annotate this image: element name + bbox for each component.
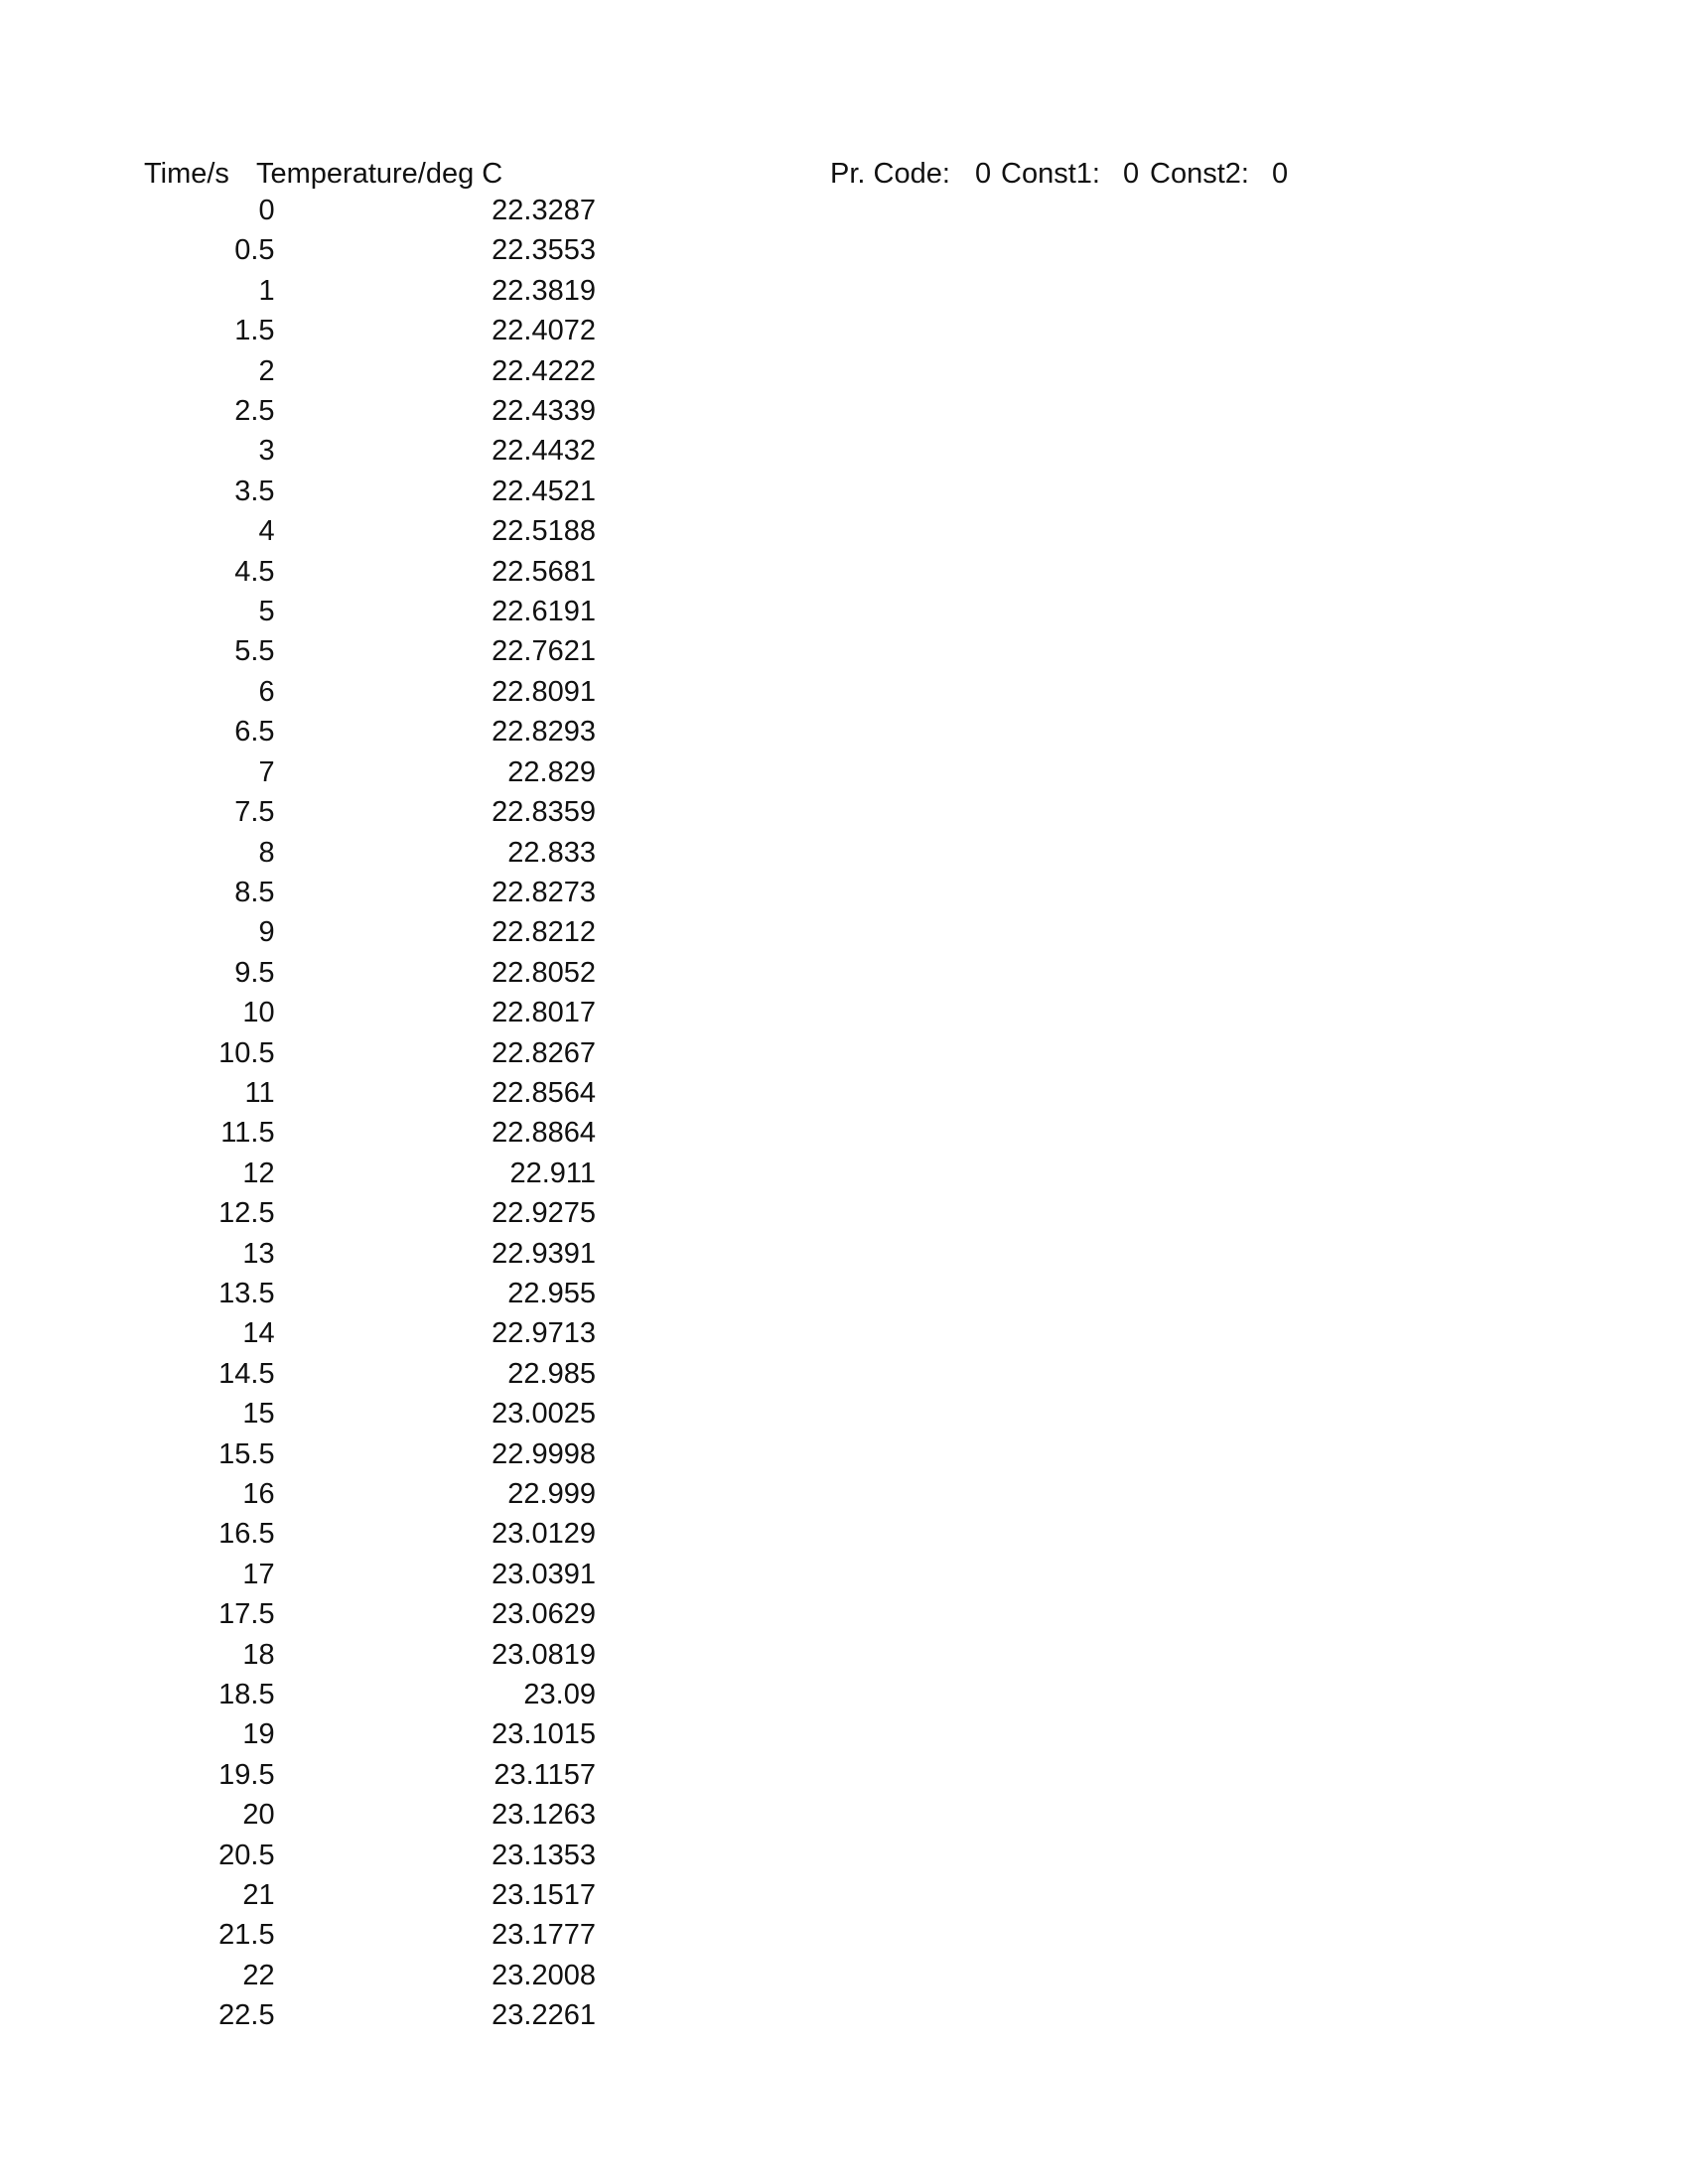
time-cell: 16 — [242, 1478, 275, 1510]
temperature-cell: 22.4222 — [492, 354, 596, 387]
temperature-cell: 22.6191 — [492, 596, 596, 628]
temperature-cell: 23.1263 — [492, 1799, 596, 1832]
table-row — [0, 752, 596, 792]
time-cell: 2.5 — [234, 395, 275, 428]
table-row — [0, 271, 596, 311]
row-margin — [0, 511, 133, 551]
table-row — [0, 1434, 596, 1474]
pr-code-label: Pr. Code: — [830, 158, 950, 190]
time-cell: 20 — [242, 1799, 275, 1832]
time-cell: 6 — [258, 675, 275, 708]
table-row — [0, 1033, 596, 1073]
temperature-cell: 22.8212 — [492, 916, 596, 949]
row-margin — [0, 1714, 133, 1754]
time-cell: 9.5 — [234, 956, 275, 989]
row-margin — [0, 1274, 133, 1313]
row-margin — [0, 1956, 133, 1995]
const2-label: Const2: — [1150, 158, 1249, 190]
temperature-cell: 23.1777 — [492, 1919, 596, 1952]
time-cell: 10.5 — [218, 1036, 275, 1069]
table-row — [0, 431, 596, 471]
time-cell: 10 — [242, 997, 275, 1029]
time-cell: 19 — [242, 1718, 275, 1751]
row-margin — [0, 1635, 133, 1675]
table-row — [0, 1755, 596, 1795]
table-row — [0, 1234, 596, 1274]
row-margin — [0, 1474, 133, 1514]
temperature-cell: 23.09 — [523, 1679, 596, 1711]
temperature-cell: 22.8052 — [492, 956, 596, 989]
time-cell: 13 — [242, 1237, 275, 1270]
table-row — [0, 391, 596, 431]
time-cell: 8.5 — [234, 876, 275, 908]
row-margin — [0, 712, 133, 751]
time-cell: 12.5 — [218, 1197, 275, 1230]
time-cell: 3.5 — [234, 475, 275, 507]
time-cell: 9 — [258, 916, 275, 949]
row-margin — [0, 792, 133, 832]
row-margin — [0, 1073, 133, 1113]
time-cell: 11.5 — [220, 1117, 275, 1150]
temperature-cell: 23.2008 — [492, 1959, 596, 1991]
table-row — [0, 1113, 596, 1153]
row-margin — [0, 552, 133, 592]
row-margin — [0, 1875, 133, 1915]
time-cell: 12 — [242, 1157, 275, 1189]
time-cell: 19.5 — [218, 1758, 275, 1791]
header-row — [0, 154, 1688, 194]
table-row — [0, 1635, 596, 1675]
table-row — [0, 472, 596, 511]
row-margin — [0, 1434, 133, 1474]
temperature-cell: 23.1157 — [493, 1758, 596, 1791]
table-row — [0, 1394, 596, 1433]
row-margin — [0, 1594, 133, 1634]
row-margin — [0, 1113, 133, 1153]
time-cell: 4.5 — [234, 555, 275, 588]
table-row — [0, 230, 596, 270]
time-cell: 21.5 — [218, 1919, 275, 1952]
table-row — [0, 1313, 596, 1353]
temperature-cell: 22.911 — [509, 1157, 596, 1189]
row-margin — [0, 1033, 133, 1073]
table-row — [0, 712, 596, 751]
const2-value: 0 — [1272, 158, 1289, 190]
table-row — [0, 1073, 596, 1113]
temperature-cell: 22.7621 — [492, 635, 596, 668]
table-row — [0, 311, 596, 350]
temperature-cell: 23.0629 — [492, 1598, 596, 1631]
table-row — [0, 511, 596, 551]
temperature-cell: 23.1353 — [492, 1839, 596, 1871]
row-margin — [0, 191, 133, 230]
temperature-cell: 23.0391 — [492, 1558, 596, 1590]
row-margin — [0, 431, 133, 471]
time-cell: 1.5 — [234, 315, 275, 347]
table-row — [0, 351, 596, 391]
temperature-cell: 22.8267 — [492, 1036, 596, 1069]
time-cell: 18.5 — [218, 1679, 275, 1711]
temperature-cell: 22.4339 — [492, 395, 596, 428]
table-row — [0, 1714, 596, 1754]
time-cell: 4 — [258, 515, 275, 548]
row-margin — [0, 592, 133, 631]
row-margin — [0, 1394, 133, 1433]
table-row — [0, 672, 596, 712]
time-cell: 20.5 — [218, 1839, 275, 1871]
temperature-cell: 23.2261 — [492, 1999, 596, 2032]
temperature-cell: 22.4521 — [492, 475, 596, 507]
time-cell: 5.5 — [234, 635, 275, 668]
table-row — [0, 1474, 596, 1514]
time-cell: 16.5 — [218, 1518, 275, 1551]
row-margin — [0, 1675, 133, 1714]
temperature-cell: 22.3553 — [492, 234, 596, 267]
time-cell: 14.5 — [218, 1357, 275, 1390]
time-cell: 2 — [258, 354, 275, 387]
temperature-cell: 22.5188 — [492, 515, 596, 548]
table-row — [0, 1274, 596, 1313]
time-cell: 7 — [258, 755, 275, 788]
table-row — [0, 631, 596, 671]
table-row — [0, 1354, 596, 1394]
table-row — [0, 1875, 596, 1915]
time-cell: 21 — [242, 1879, 275, 1912]
table-row — [0, 1675, 596, 1714]
table-body — [0, 191, 596, 2036]
pr-code-value: 0 — [975, 158, 992, 190]
row-margin — [0, 1555, 133, 1594]
row-margin — [0, 631, 133, 671]
temperature-cell: 22.9391 — [492, 1237, 596, 1270]
temperature-cell: 22.3287 — [492, 195, 596, 226]
temperature-cell: 23.0129 — [492, 1518, 596, 1551]
temperature-cell: 22.9998 — [492, 1437, 596, 1470]
temperature-cell: 22.8273 — [492, 876, 596, 908]
row-margin — [0, 230, 133, 270]
table-row — [0, 792, 596, 832]
row-margin — [0, 391, 133, 431]
row-margin — [0, 1755, 133, 1795]
row-margin — [0, 912, 133, 952]
temperature-cell: 23.1517 — [492, 1879, 596, 1912]
const1-label: Const1: — [1001, 158, 1100, 190]
row-margin — [0, 351, 133, 391]
row-margin — [0, 311, 133, 350]
temperature-cell: 22.3819 — [492, 274, 596, 307]
time-cell: 14 — [242, 1317, 275, 1350]
table-row — [0, 873, 596, 912]
row-margin — [0, 752, 133, 792]
row-margin — [0, 1154, 133, 1193]
table-row — [0, 191, 596, 230]
row-margin — [0, 1514, 133, 1554]
time-cell: 0 — [258, 195, 275, 226]
temperature-cell: 22.8564 — [492, 1076, 596, 1109]
row-margin — [0, 833, 133, 873]
time-cell: 7.5 — [234, 796, 275, 829]
temperature-cell: 23.0025 — [492, 1398, 596, 1431]
time-cell: 15 — [242, 1398, 275, 1431]
table-row — [0, 833, 596, 873]
row-margin — [0, 1836, 133, 1875]
table-row — [0, 592, 596, 631]
row-margin — [0, 1915, 133, 1955]
row-margin — [0, 271, 133, 311]
table-row — [0, 1193, 596, 1233]
row-margin — [0, 873, 133, 912]
temperature-cell: 22.8091 — [492, 675, 596, 708]
table-row — [0, 1795, 596, 1835]
time-temperature-table — [0, 191, 596, 2036]
row-margin — [0, 1313, 133, 1353]
table-row — [0, 1915, 596, 1955]
temperature-cell: 22.985 — [507, 1357, 596, 1390]
time-cell: 22.5 — [218, 1999, 275, 2032]
temperature-cell: 22.4072 — [492, 315, 596, 347]
table-row — [0, 1836, 596, 1875]
table-row — [0, 1594, 596, 1634]
table-row — [0, 1555, 596, 1594]
time-cell: 6.5 — [234, 716, 275, 749]
temperature-cell: 22.999 — [507, 1478, 596, 1510]
time-cell: 1 — [258, 274, 275, 307]
time-cell: 5 — [258, 596, 275, 628]
time-cell: 18 — [242, 1638, 275, 1671]
time-cell: 8 — [258, 836, 275, 869]
row-margin — [0, 472, 133, 511]
temperature-cell: 22.8864 — [492, 1117, 596, 1150]
temperature-cell: 22.955 — [507, 1277, 596, 1309]
time-column-header: Time/s — [144, 158, 229, 190]
row-margin — [0, 1193, 133, 1233]
temperature-cell: 22.4432 — [492, 435, 596, 468]
time-cell: 22 — [242, 1959, 275, 1991]
table-row — [0, 1995, 596, 2035]
temperature-cell: 22.9713 — [492, 1317, 596, 1350]
row-margin — [0, 1795, 133, 1835]
time-cell: 17 — [242, 1558, 275, 1590]
temperature-cell: 23.0819 — [492, 1638, 596, 1671]
temperature-cell: 22.829 — [507, 755, 596, 788]
row-margin — [0, 1995, 133, 2035]
row-margin — [0, 1354, 133, 1394]
time-cell: 13.5 — [218, 1277, 275, 1309]
time-cell: 15.5 — [218, 1437, 275, 1470]
table-row — [0, 953, 596, 993]
const1-value: 0 — [1123, 158, 1140, 190]
table-row — [0, 1154, 596, 1193]
temperature-cell: 22.8293 — [492, 716, 596, 749]
row-margin — [0, 1234, 133, 1274]
table-row — [0, 993, 596, 1032]
time-cell: 17.5 — [218, 1598, 275, 1631]
temperature-cell: 22.8359 — [492, 796, 596, 829]
row-margin — [0, 672, 133, 712]
time-cell: 11 — [244, 1076, 275, 1109]
time-cell: 3 — [258, 435, 275, 468]
table-row — [0, 552, 596, 592]
time-cell: 0.5 — [234, 234, 275, 267]
row-margin — [0, 953, 133, 993]
table-row — [0, 912, 596, 952]
table-row — [0, 1956, 596, 1995]
row-margin — [0, 993, 133, 1032]
temperature-cell: 22.9275 — [492, 1197, 596, 1230]
temperature-column-header: Temperature/deg C — [256, 158, 503, 190]
table-row — [0, 1514, 596, 1554]
temperature-cell: 23.1015 — [492, 1718, 596, 1751]
temperature-cell: 22.833 — [507, 836, 596, 869]
temperature-cell: 22.8017 — [492, 997, 596, 1029]
temperature-cell: 22.5681 — [492, 555, 596, 588]
